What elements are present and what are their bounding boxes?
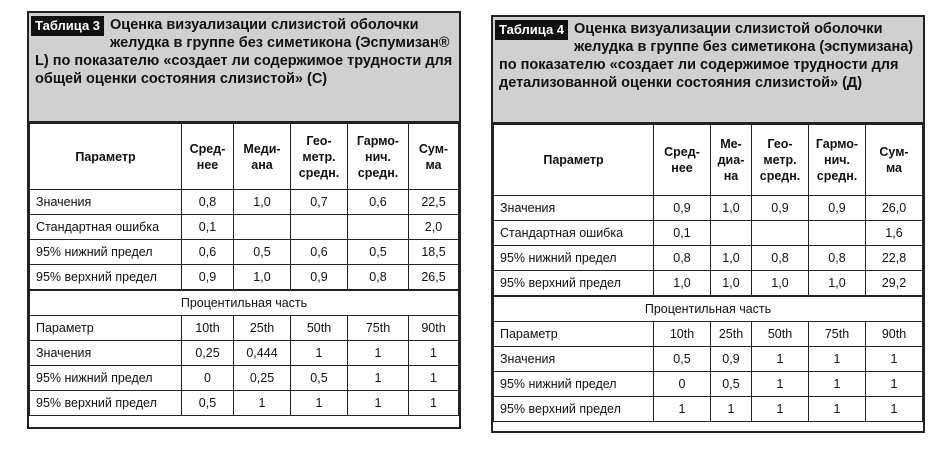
table-cell: 0,9	[752, 196, 809, 221]
percentile-column-header: 25th	[234, 316, 291, 341]
column-header-line: нич.	[365, 149, 391, 164]
column-header-line: средн.	[759, 169, 801, 183]
row-label: 95% нижний предел	[30, 240, 182, 265]
column-header-line: метр.	[763, 153, 797, 167]
percentile-column-header: 25th	[711, 322, 752, 347]
table-cell: 1	[809, 347, 866, 372]
table-cell	[752, 221, 809, 246]
percentile-header-row	[494, 322, 923, 347]
table-row	[30, 391, 459, 416]
percentile-header-row	[30, 316, 459, 341]
table-row	[30, 190, 459, 215]
table-cell: 0	[654, 372, 711, 397]
table-row	[494, 397, 923, 422]
table-cell: 1,0	[711, 246, 752, 271]
column-header	[348, 124, 409, 190]
table-cell: 1	[752, 397, 809, 422]
table-cell: 0,8	[182, 190, 234, 215]
table-row	[30, 366, 459, 391]
column-header-line: Гео-	[767, 137, 793, 151]
column-header	[654, 125, 711, 196]
column-header	[409, 124, 459, 190]
table-cell: 0,5	[348, 240, 409, 265]
column-header-line: ма	[885, 161, 903, 175]
percentile-column-header: 75th	[809, 322, 866, 347]
column-header-line: Сум-	[418, 141, 449, 156]
table-cell: 0,5	[182, 391, 234, 416]
column-header-line: Меди-	[243, 141, 281, 156]
table-cell: 1	[711, 397, 752, 422]
table-row	[30, 240, 459, 265]
table-cell: 1	[809, 397, 866, 422]
row-label: Стандартная ошибка	[30, 215, 182, 240]
table-cell: 1	[866, 397, 923, 422]
column-header	[711, 125, 752, 196]
table-cell: 1	[291, 341, 348, 366]
percentile-column-header: 50th	[752, 322, 809, 347]
column-header-line: Ме-	[720, 137, 742, 151]
table-cell	[809, 221, 866, 246]
row-label: 95% верхний предел	[494, 397, 654, 422]
table-cell: 1,0	[234, 265, 291, 291]
row-label: Значения	[30, 341, 182, 366]
table-cell: 1,0	[711, 196, 752, 221]
row-label: Значения	[494, 196, 654, 221]
table-3-header	[29, 13, 459, 123]
row-label: 95% верхний предел	[30, 265, 182, 291]
column-header-line: Сум-	[879, 145, 909, 159]
table-cell: 0,8	[654, 246, 711, 271]
table-row	[494, 372, 923, 397]
table-cell: 1	[348, 366, 409, 391]
header-row	[494, 125, 923, 196]
column-header-line: Гармо-	[815, 137, 859, 151]
table-cell: 29,2	[866, 271, 923, 297]
table-cell: 26,0	[866, 196, 923, 221]
row-label: 95% верхний предел	[30, 391, 182, 416]
table-cell: 0,8	[348, 265, 409, 291]
table-cell: 1	[291, 391, 348, 416]
table-cell: 0,5	[654, 347, 711, 372]
table-row	[494, 196, 923, 221]
table-3-title: Оценка визуализации слизистой оболочки желудка в группе без симетикона (Эспумизан® L) по показателю «создает ли содержимое трудности для общей оценки состояния слизистой» (С)	[35, 17, 453, 87]
table-cell: 1	[348, 391, 409, 416]
column-header-line: Гео-	[306, 133, 332, 148]
table-cell: 22,5	[409, 190, 459, 215]
table-cell: 0,5	[234, 240, 291, 265]
column-header-line: на	[723, 169, 739, 183]
row-label: 95% верхний предел	[494, 271, 654, 297]
column-header	[752, 125, 809, 196]
table-row	[494, 347, 923, 372]
column-header	[291, 124, 348, 190]
percentile-column-header: 10th	[654, 322, 711, 347]
table-cell: 1,0	[809, 271, 866, 297]
table-cell: 1	[409, 341, 459, 366]
row-label: 95% нижний предел	[494, 246, 654, 271]
table-cell: 0,9	[654, 196, 711, 221]
table-4-grid	[493, 124, 923, 422]
table-cell: 1,0	[752, 271, 809, 297]
percentile-column-header: 90th	[409, 316, 459, 341]
table-cell: 0,8	[752, 246, 809, 271]
table-4	[491, 15, 925, 433]
table-cell: 1,6	[866, 221, 923, 246]
table-row	[494, 221, 923, 246]
row-label: Значения	[30, 190, 182, 215]
table-cell: 0,9	[182, 265, 234, 291]
column-header-line: Сред-	[664, 145, 700, 159]
column-header-line: диа-	[717, 153, 745, 167]
table-cell: 1	[866, 347, 923, 372]
column-header	[234, 124, 291, 190]
table-cell: 0,6	[182, 240, 234, 265]
table-row	[30, 215, 459, 240]
table-cell: 1,0	[711, 271, 752, 297]
table-cell: 1	[234, 391, 291, 416]
percentile-column-header: Параметр	[30, 316, 182, 341]
table-cell: 2,0	[409, 215, 459, 240]
row-label: 95% нижний предел	[494, 372, 654, 397]
table-cell: 0,9	[291, 265, 348, 291]
section-row	[30, 290, 459, 316]
column-header-line: средн.	[298, 165, 340, 180]
table-cell: 18,5	[409, 240, 459, 265]
header-row	[30, 124, 459, 190]
table-cell: 0,9	[809, 196, 866, 221]
column-header	[809, 125, 866, 196]
table-cell: 1,0	[234, 190, 291, 215]
table-cell: 0,5	[711, 372, 752, 397]
table-3-badge: Таблица 3	[31, 16, 104, 36]
table-cell: 0,9	[711, 347, 752, 372]
column-header-line: ана	[251, 157, 273, 172]
column-header	[182, 124, 234, 190]
column-header-parameter: Параметр	[494, 125, 654, 196]
row-label: 95% нижний предел	[30, 366, 182, 391]
table-cell: 1	[409, 391, 459, 416]
table-cell	[711, 221, 752, 246]
column-header-line: средн.	[816, 169, 858, 183]
percentile-column-header: 90th	[866, 322, 923, 347]
table-cell: 1	[409, 366, 459, 391]
column-header-line: Гармо-	[356, 133, 400, 148]
table-cell: 0	[182, 366, 234, 391]
percentile-column-header: Параметр	[494, 322, 654, 347]
column-header-line: ма	[425, 157, 442, 172]
table-cell	[348, 215, 409, 240]
percentile-column-header: 10th	[182, 316, 234, 341]
table-cell: 22,8	[866, 246, 923, 271]
table-cell: 0,25	[182, 341, 234, 366]
table-3	[27, 11, 461, 429]
section-title: Процентильная часть	[30, 290, 459, 316]
table-row	[494, 246, 923, 271]
column-header-line: средн.	[357, 165, 399, 180]
column-header-line: нич.	[824, 153, 850, 167]
column-header-line: Сред-	[189, 141, 226, 156]
column-header-line: нее	[196, 157, 219, 172]
table-cell: 1	[752, 347, 809, 372]
table-row	[30, 341, 459, 366]
table-4-header	[493, 17, 923, 124]
table-row	[30, 265, 459, 291]
table-row	[494, 271, 923, 297]
table-cell: 0,7	[291, 190, 348, 215]
table-cell: 0,6	[291, 240, 348, 265]
table-cell: 0,25	[234, 366, 291, 391]
table-cell	[291, 215, 348, 240]
table-3-grid	[29, 123, 459, 416]
row-label: Значения	[494, 347, 654, 372]
table-cell: 0,8	[809, 246, 866, 271]
table-cell: 26,5	[409, 265, 459, 291]
percentile-column-header: 50th	[291, 316, 348, 341]
table-4-badge: Таблица 4	[495, 20, 568, 40]
table-4-title: Оценка визуализации слизистой оболочки желудка в группе без симетикона (эспумизана) по показателю «создает ли содержимое трудности для детализованной оценки состояния слизистой» (Д)	[499, 21, 914, 91]
column-header-line: нее	[671, 161, 693, 175]
column-header-line: метр.	[302, 149, 336, 164]
section-title: Процентильная часть	[494, 296, 923, 322]
column-header	[866, 125, 923, 196]
table-cell: 0,444	[234, 341, 291, 366]
table-cell: 1	[866, 372, 923, 397]
table-cell: 0,1	[654, 221, 711, 246]
table-cell	[234, 215, 291, 240]
table-cell: 1,0	[654, 271, 711, 297]
row-label: Стандартная ошибка	[494, 221, 654, 246]
table-cell: 0,6	[348, 190, 409, 215]
table-cell: 1	[752, 372, 809, 397]
table-cell: 1	[348, 341, 409, 366]
table-cell: 1	[654, 397, 711, 422]
percentile-column-header: 75th	[348, 316, 409, 341]
section-row	[494, 296, 923, 322]
column-header-parameter: Параметр	[30, 124, 182, 190]
table-cell: 0,1	[182, 215, 234, 240]
table-cell: 1	[809, 372, 866, 397]
table-cell: 0,5	[291, 366, 348, 391]
